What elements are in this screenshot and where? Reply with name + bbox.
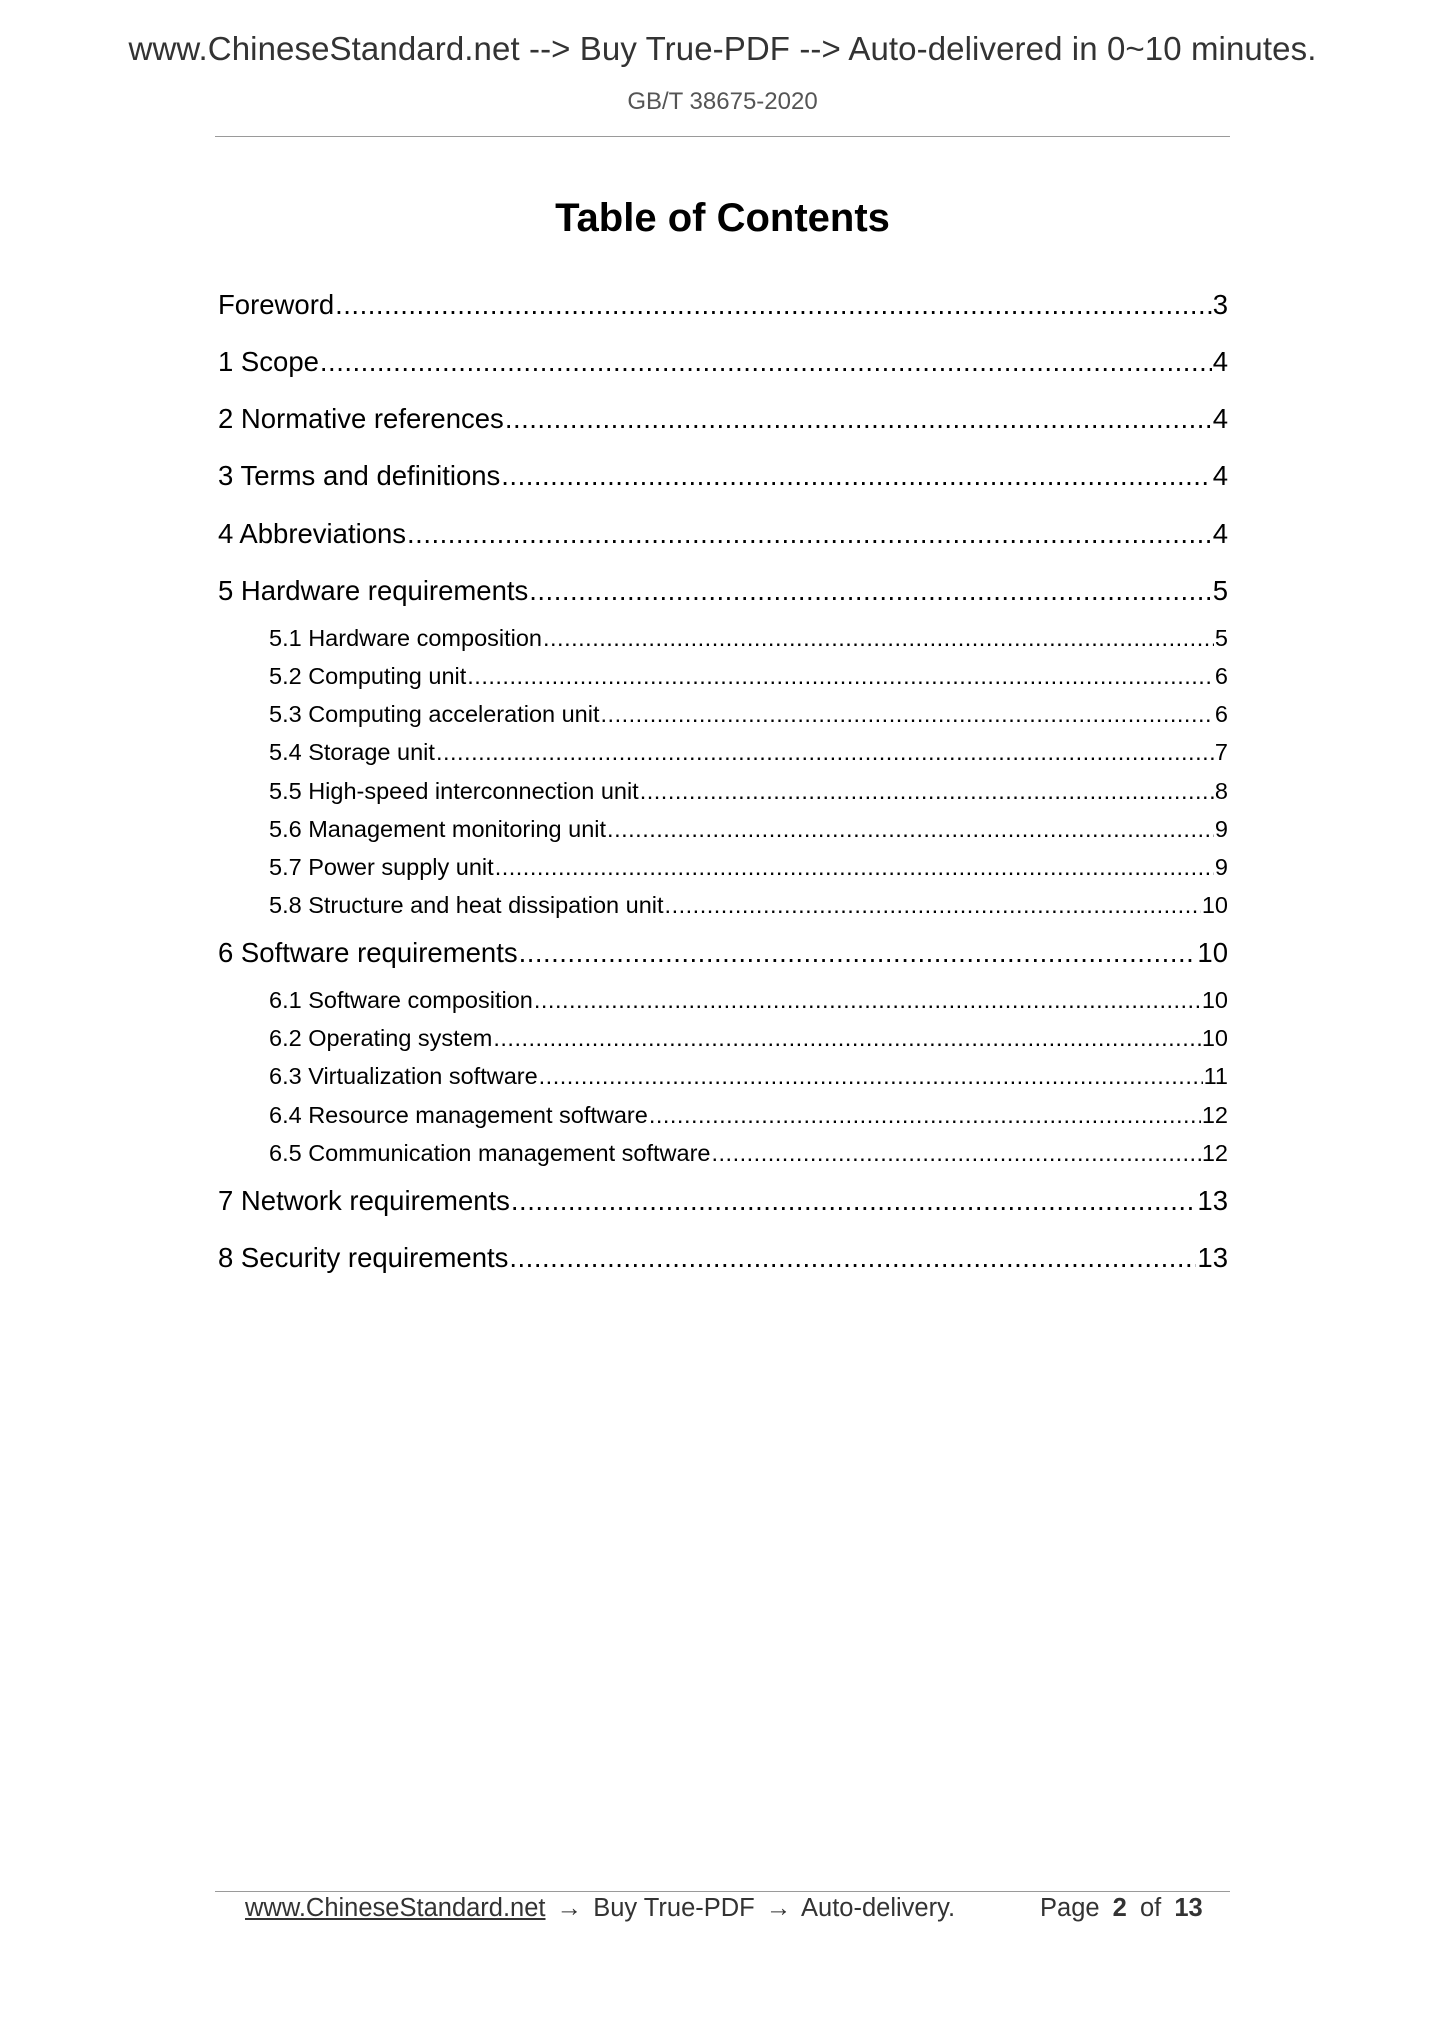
toc-entry-label: 6.5 Communication management software [269,1140,711,1166]
dot-leader [505,403,1212,435]
toc-entry-label: 3 Terms and definitions [218,460,501,491]
footer-divider [215,1891,1230,1892]
toc-entry-operating-system[interactable] [269,1025,1228,1055]
dot-leader [539,1063,1203,1090]
dot-leader [467,663,1214,690]
toc-entry-software-requirements[interactable] [218,937,1228,973]
toc-entry-label: 5.5 High-speed interconnection unit [269,778,639,804]
toc-entry-scope[interactable] [218,346,1228,382]
toc-entry-page: 5 [1212,575,1228,606]
toc-entry-label: 7 Network requirements [218,1185,510,1216]
toc-entry-label: 5.3 Computing acceleration unit [269,701,600,727]
toc-entry-label: 5.8 Structure and heat dissipation unit [269,892,664,918]
dot-leader [607,816,1214,843]
dot-leader [511,1185,1196,1217]
dot-leader [509,1242,1196,1274]
toc-entry-page: 4 [1212,460,1228,491]
toc-entry-page: 10 [1201,892,1228,918]
toc-entry-page: 4 [1212,403,1228,434]
footer-buy-text: Buy True-PDF [593,1894,755,1922]
toc-entry-page: 13 [1197,1185,1228,1216]
dot-leader [519,937,1197,969]
toc-entry-foreword[interactable] [218,289,1228,325]
toc-entry-page: 10 [1201,1025,1228,1051]
dot-leader [712,1140,1201,1167]
toc-entry-computing-acceleration-unit[interactable] [269,701,1228,731]
toc-entry-page: 13 [1197,1242,1228,1273]
toc-entry-normative-references[interactable] [218,403,1228,439]
toc-entry-page: 9 [1214,816,1228,842]
toc-entry-page: 5 [1214,625,1228,651]
toc-entry-label: Foreword [218,289,335,320]
toc-entry-high-speed-interconnection-unit[interactable] [269,778,1228,808]
page-indicator [1040,1894,1209,1923]
footer-site-link[interactable]: www.ChineseStandard.net [245,1894,546,1922]
toc-entry-label: 5.1 Hardware composition [269,625,542,651]
toc-entry-hardware-requirements[interactable] [218,575,1228,611]
of-word: of [1139,1894,1162,1922]
toc-entry-label: 6 Software requirements [218,937,518,968]
dot-leader [534,987,1201,1014]
arrow-right-icon: → [556,1894,583,1922]
toc-entry-page: 6 [1214,701,1228,727]
toc-entry-structure-heat-dissipation-unit[interactable] [269,892,1228,922]
toc-entry-label: 4 Abbreviations [218,518,407,549]
toc-entry-computing-unit[interactable] [269,663,1228,693]
page-word: Page [1040,1894,1100,1922]
dot-leader [335,289,1212,321]
toc-entry-communication-management-software[interactable] [269,1140,1228,1170]
toc-entry-security-requirements[interactable] [218,1242,1228,1278]
dot-leader [665,892,1201,919]
dot-leader [320,346,1212,378]
toc-entry-label: 5 Hardware requirements [218,575,529,606]
toc-entry-virtualization-software[interactable] [269,1063,1228,1093]
page-footer [245,1894,1220,1923]
toc-entry-label: 5.4 Storage unit [269,739,435,765]
toc-entry-page: 12 [1201,1102,1228,1128]
toc-entry-page: 4 [1212,518,1228,549]
dot-leader [436,739,1214,766]
toc-entry-software-composition[interactable] [269,987,1228,1017]
dot-leader [495,854,1214,881]
toc-entry-label: 6.2 Operating system [269,1025,493,1051]
toc-entry-power-supply-unit[interactable] [269,854,1228,884]
toc-title: Table of Contents [555,196,890,240]
toc-entry-label: 5.2 Computing unit [269,663,467,689]
toc-entry-label: 5.6 Management monitoring unit [269,816,607,842]
toc-entry-label: 6.3 Virtualization software [269,1063,538,1089]
toc-entry-page: 12 [1201,1140,1228,1166]
footer-delivery-text: Auto-delivery. [801,1894,956,1922]
toc-entry-page: 3 [1212,289,1228,320]
toc-entry-page: 10 [1197,937,1228,968]
toc-entry-page: 7 [1214,739,1228,765]
dot-leader [529,575,1211,607]
toc-entry-abbreviations[interactable] [218,518,1228,554]
toc-entry-page: 9 [1214,854,1228,880]
toc-entry-label: 8 Security requirements [218,1242,509,1273]
toc-entry-label: 6.1 Software composition [269,987,533,1013]
toc-entry-page: 4 [1212,346,1228,377]
dot-leader [407,518,1212,550]
toc-entry-label: 5.7 Power supply unit [269,854,494,880]
dot-leader [640,778,1214,805]
toc-entry-terms-definitions[interactable] [218,460,1228,496]
toc-entry-page: 10 [1201,987,1228,1013]
dot-leader [543,625,1214,652]
toc-entry-label: 6.4 Resource management software [269,1102,648,1128]
toc-entry-management-monitoring-unit[interactable] [269,816,1228,846]
toc-entry-hardware-composition[interactable] [269,625,1228,655]
total-pages-number: 13 [1174,1894,1203,1922]
arrow-right-icon: → [765,1894,792,1922]
dot-leader [601,701,1214,728]
toc-entry-storage-unit[interactable] [269,739,1228,769]
toc-entry-resource-management-software[interactable] [269,1102,1228,1132]
toc-entry-label: 1 Scope [218,346,319,377]
toc-entry-page: 6 [1214,663,1228,689]
toc-entry-network-requirements[interactable] [218,1185,1228,1221]
current-page-number: 2 [1112,1894,1127,1922]
toc-entry-label: 2 Normative references [218,403,504,434]
toc-entry-page: 8 [1214,778,1228,804]
dot-leader [493,1025,1201,1052]
top-banner: www.ChineseStandard.net --> Buy True-PDF --> Auto-delivered in 0~10 minutes. [128,30,1317,67]
dot-leader [649,1102,1201,1129]
document-code: GB/T 38675-2020 [627,88,818,115]
dot-leader [501,460,1211,492]
toc-entry-page: 11 [1203,1063,1228,1089]
